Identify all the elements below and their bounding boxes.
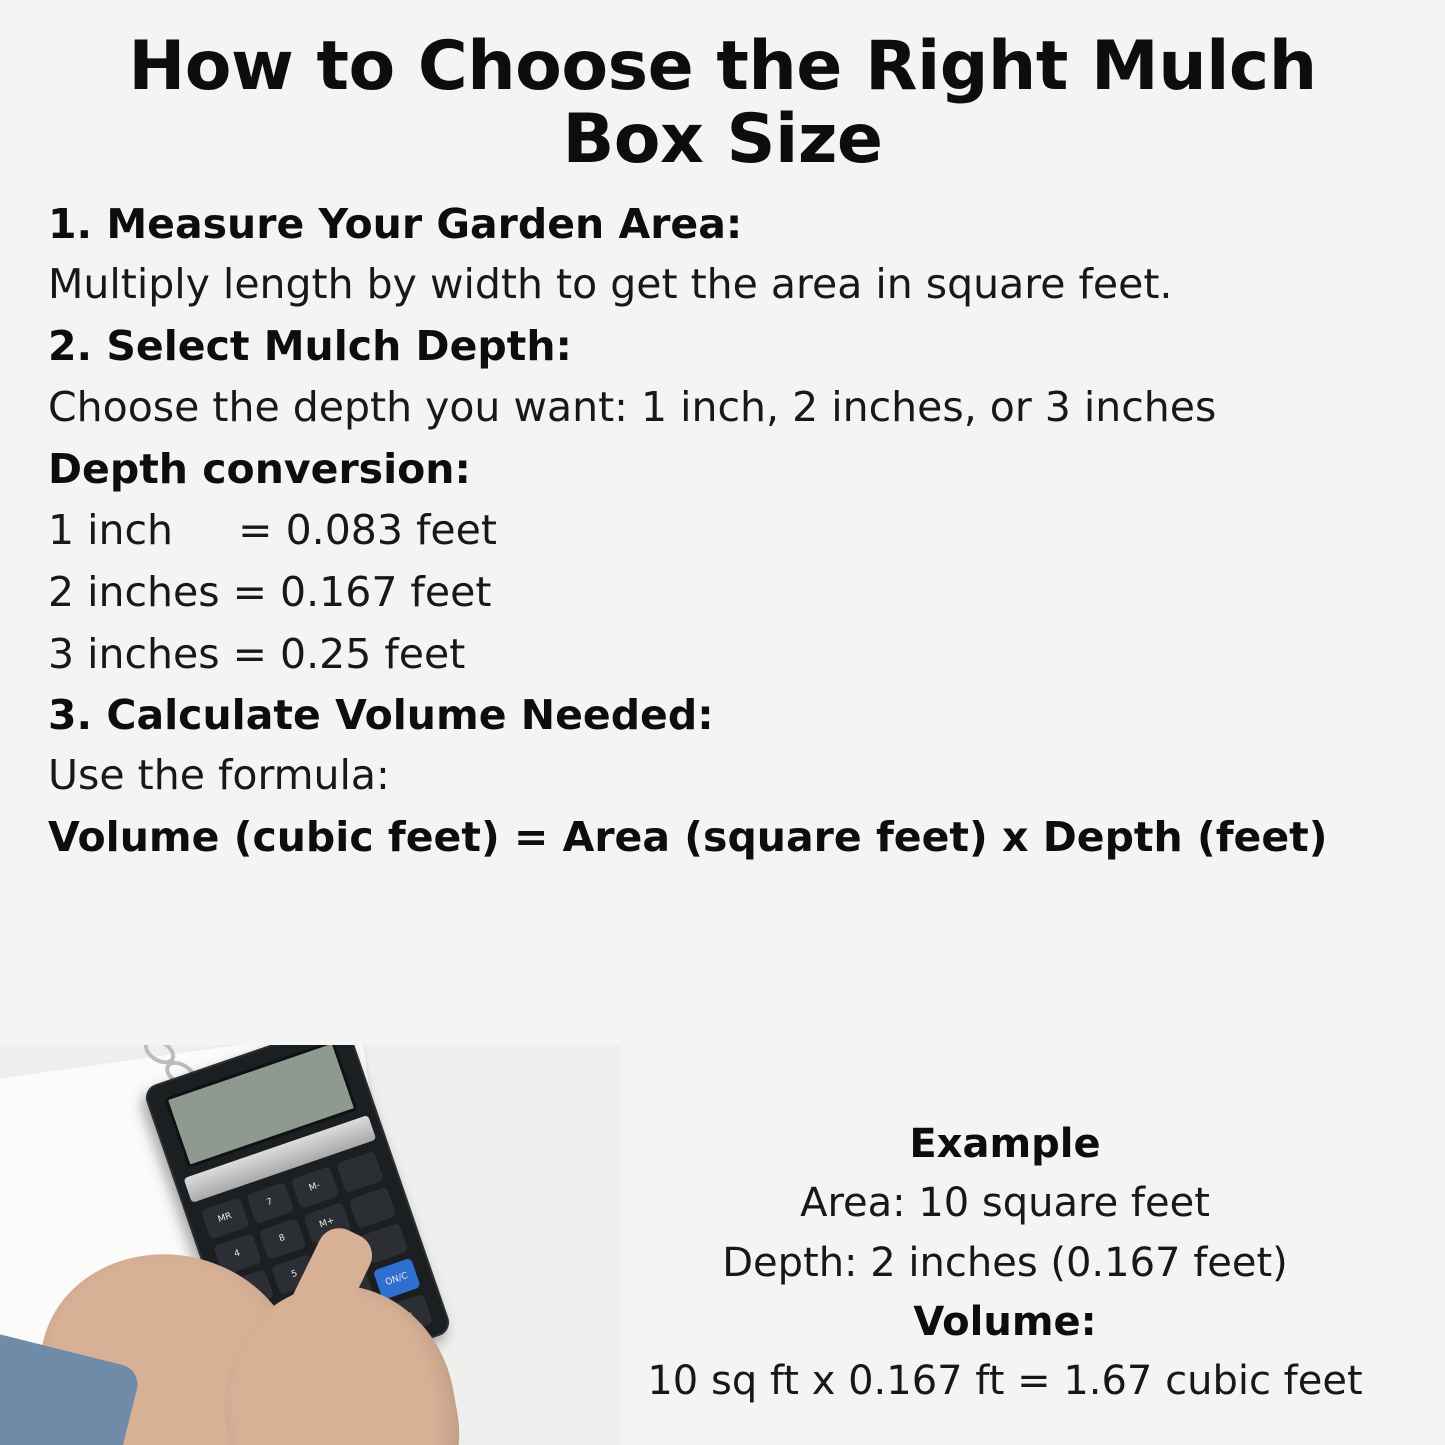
calculator-key <box>348 1187 396 1229</box>
calculator-key: 5 <box>270 1253 318 1295</box>
calculator-key: 7 <box>246 1182 294 1224</box>
page-title: How to Choose the Right Mulch Box Size <box>128 27 1317 180</box>
conversion-row: 2 inches = 0.167 feet <box>48 568 492 617</box>
step-3-heading: 3. Calculate Volume Needed: <box>48 690 714 739</box>
calculator-key-on-c: ON/C <box>373 1258 421 1300</box>
conversion-row: 1 inch = 0.083 feet <box>48 506 497 555</box>
step-1-body: Multiply length by width to get the area in square feet. <box>48 260 1173 309</box>
calculator-photo <box>0 1045 620 1445</box>
step-3-body: Use the formula: <box>48 750 390 799</box>
example-volume-label: Volume: <box>913 1299 1097 1345</box>
example-depth: Depth: 2 inches (0.167 feet) <box>722 1240 1288 1286</box>
volume-formula: Volume (cubic feet) = Area (square feet) x Depth (feet) <box>48 813 1328 862</box>
calculator-key: 8 <box>258 1218 306 1260</box>
calculator-key <box>336 1151 384 1193</box>
example-area: Area: 10 square feet <box>800 1180 1210 1226</box>
calculator-key: M+ <box>303 1202 351 1244</box>
step-2-heading: 2. Select Mulch Depth: <box>48 322 572 371</box>
calculator-key: 4 <box>213 1233 261 1275</box>
calculator-key: MR <box>201 1197 249 1239</box>
bottom-section <box>0 1045 1445 1445</box>
example-title: Example <box>909 1121 1101 1167</box>
step-2-body: Choose the depth you want: 1 inch, 2 inches, or 3 inches <box>48 382 1217 431</box>
calculator-key: M- <box>291 1166 339 1208</box>
conversion-row: 3 inches = 0.25 feet <box>48 630 466 679</box>
depth-conversion-heading: Depth conversion: <box>48 444 471 493</box>
example-block <box>605 1121 1405 1417</box>
step-1-heading: 1. Measure Your Garden Area: <box>48 199 743 248</box>
example-volume-value: 10 sq ft x 0.167 ft = 1.67 cubic feet <box>647 1358 1363 1404</box>
